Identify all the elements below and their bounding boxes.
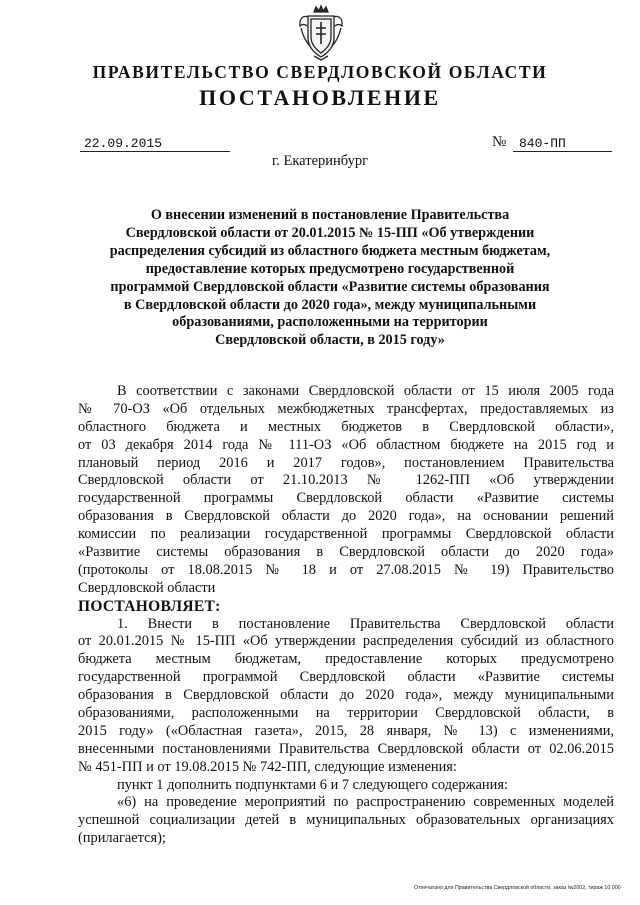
- document-title: [98, 207, 562, 350]
- document-type: ПОСТАНОВЛЕНИЕ: [199, 85, 441, 110]
- government-name: ПРАВИТЕЛЬСТВО СВЕРДЛОВСКОЙ ОБЛАСТИ: [92, 62, 548, 82]
- print-footer: Отпечатано для Правительства Свердловской области, заказ №2002, тираж 10 000: [414, 885, 621, 891]
- body-line: № 451-ПП и от 19.08.2015 № 742-ПП, следующие изменения:: [78, 758, 457, 775]
- title-line: предоставление которых предусмотрено государственной: [145, 260, 515, 277]
- title-line: программой Свердловской области «Развитие системы образования: [110, 278, 550, 295]
- body-line: (протоколы от 18.08.2015 № 18 и от 27.08.2015 № 19) Правительство: [78, 561, 614, 578]
- body-line: от 03 декабря 2014 года № 111-ОЗ «Об областном бюджете на 2015 год и: [78, 436, 614, 453]
- title-line: распределения субсидий из областного бюджета местным бюджетам,: [109, 242, 551, 259]
- body-line: 2015 году» («Областная газета», 2015, 28 января, № 13) с изменениями,: [78, 722, 614, 739]
- body-line: плановый период 2016 и 2017 годов», постановлением Правительства: [78, 454, 614, 471]
- title-line: О внесении изменений в постановление Правительства: [150, 207, 510, 223]
- body-line: «Развитие системы образования в Свердловской области до 2020 года»: [78, 544, 614, 561]
- body-line: Свердловской области от 21.10.2013 № 1262-ПП «Об утверждении: [78, 472, 614, 489]
- title-line: Свердловской области, в 2015 году»: [215, 332, 445, 349]
- title-line: Свердловской области от 20.01.2015 № 15-ПП «Об утверждении: [125, 224, 535, 241]
- body-line: образования в Свердловской области до 2020 года», между муниципальными: [78, 687, 614, 704]
- body-line: государственной программы Свердловской области «Развитие системы: [78, 490, 614, 507]
- body-line: (прилагается);: [78, 830, 166, 847]
- body-line: образования в Свердловской области до 2020 года», на основании решений: [78, 508, 614, 525]
- number-sign: №: [492, 134, 507, 150]
- title-line: в Свердловской области до 2020 года», между муниципальными: [123, 296, 537, 313]
- document-number: 840-ПП: [513, 136, 612, 152]
- body-line: от 20.01.2015 № 15-ПП «Об утверждении распределения субсидий из областного: [78, 633, 614, 650]
- city: г. Екатеринбург: [271, 153, 369, 169]
- body-line: государственной программой Свердловской области «Развитие системы: [78, 669, 614, 686]
- body-line: Свердловской области: [78, 579, 216, 596]
- body-line: успешной социализации детей в муниципальных образовательных организациях: [78, 812, 614, 829]
- document-body: [78, 383, 614, 848]
- body-line: пункт 1 дополнить подпунктами 6 и 7 следующего содержания:: [117, 776, 508, 793]
- resolution-heading: ПОСТАНОВЛЯЕТ:: [78, 597, 221, 615]
- body-line: В соответствии с законами Свердловской области от 15 июля 2005 года: [117, 383, 614, 399]
- coat-of-arms-emblem: [296, 4, 346, 62]
- body-line: «6) на проведение мероприятий по распространению современных моделей: [117, 794, 614, 811]
- body-line: внесенными постановлениями Правительства Свердловской области от 02.06.2015: [78, 740, 614, 757]
- body-line: 1. Внести в постановление Правительства Свердловской области: [117, 615, 614, 632]
- body-line: образованиями, расположенными на территории Свердловской области, в: [78, 705, 614, 722]
- body-line: № 70-ОЗ «Об отдельных межбюджетных трансфертах, предоставляемых из: [78, 400, 614, 417]
- body-line: областного бюджета и местных бюджетов в Свердловской области»,: [78, 418, 614, 435]
- title-line: образованиями, расположенными на территории: [172, 314, 488, 331]
- body-line: комиссии по реализации государственной программы Свердловской области: [78, 526, 614, 543]
- body-line: бюджета местным бюджетам, предоставление которых предусмотрено: [78, 651, 614, 668]
- document-date: 22.09.2015: [80, 136, 230, 152]
